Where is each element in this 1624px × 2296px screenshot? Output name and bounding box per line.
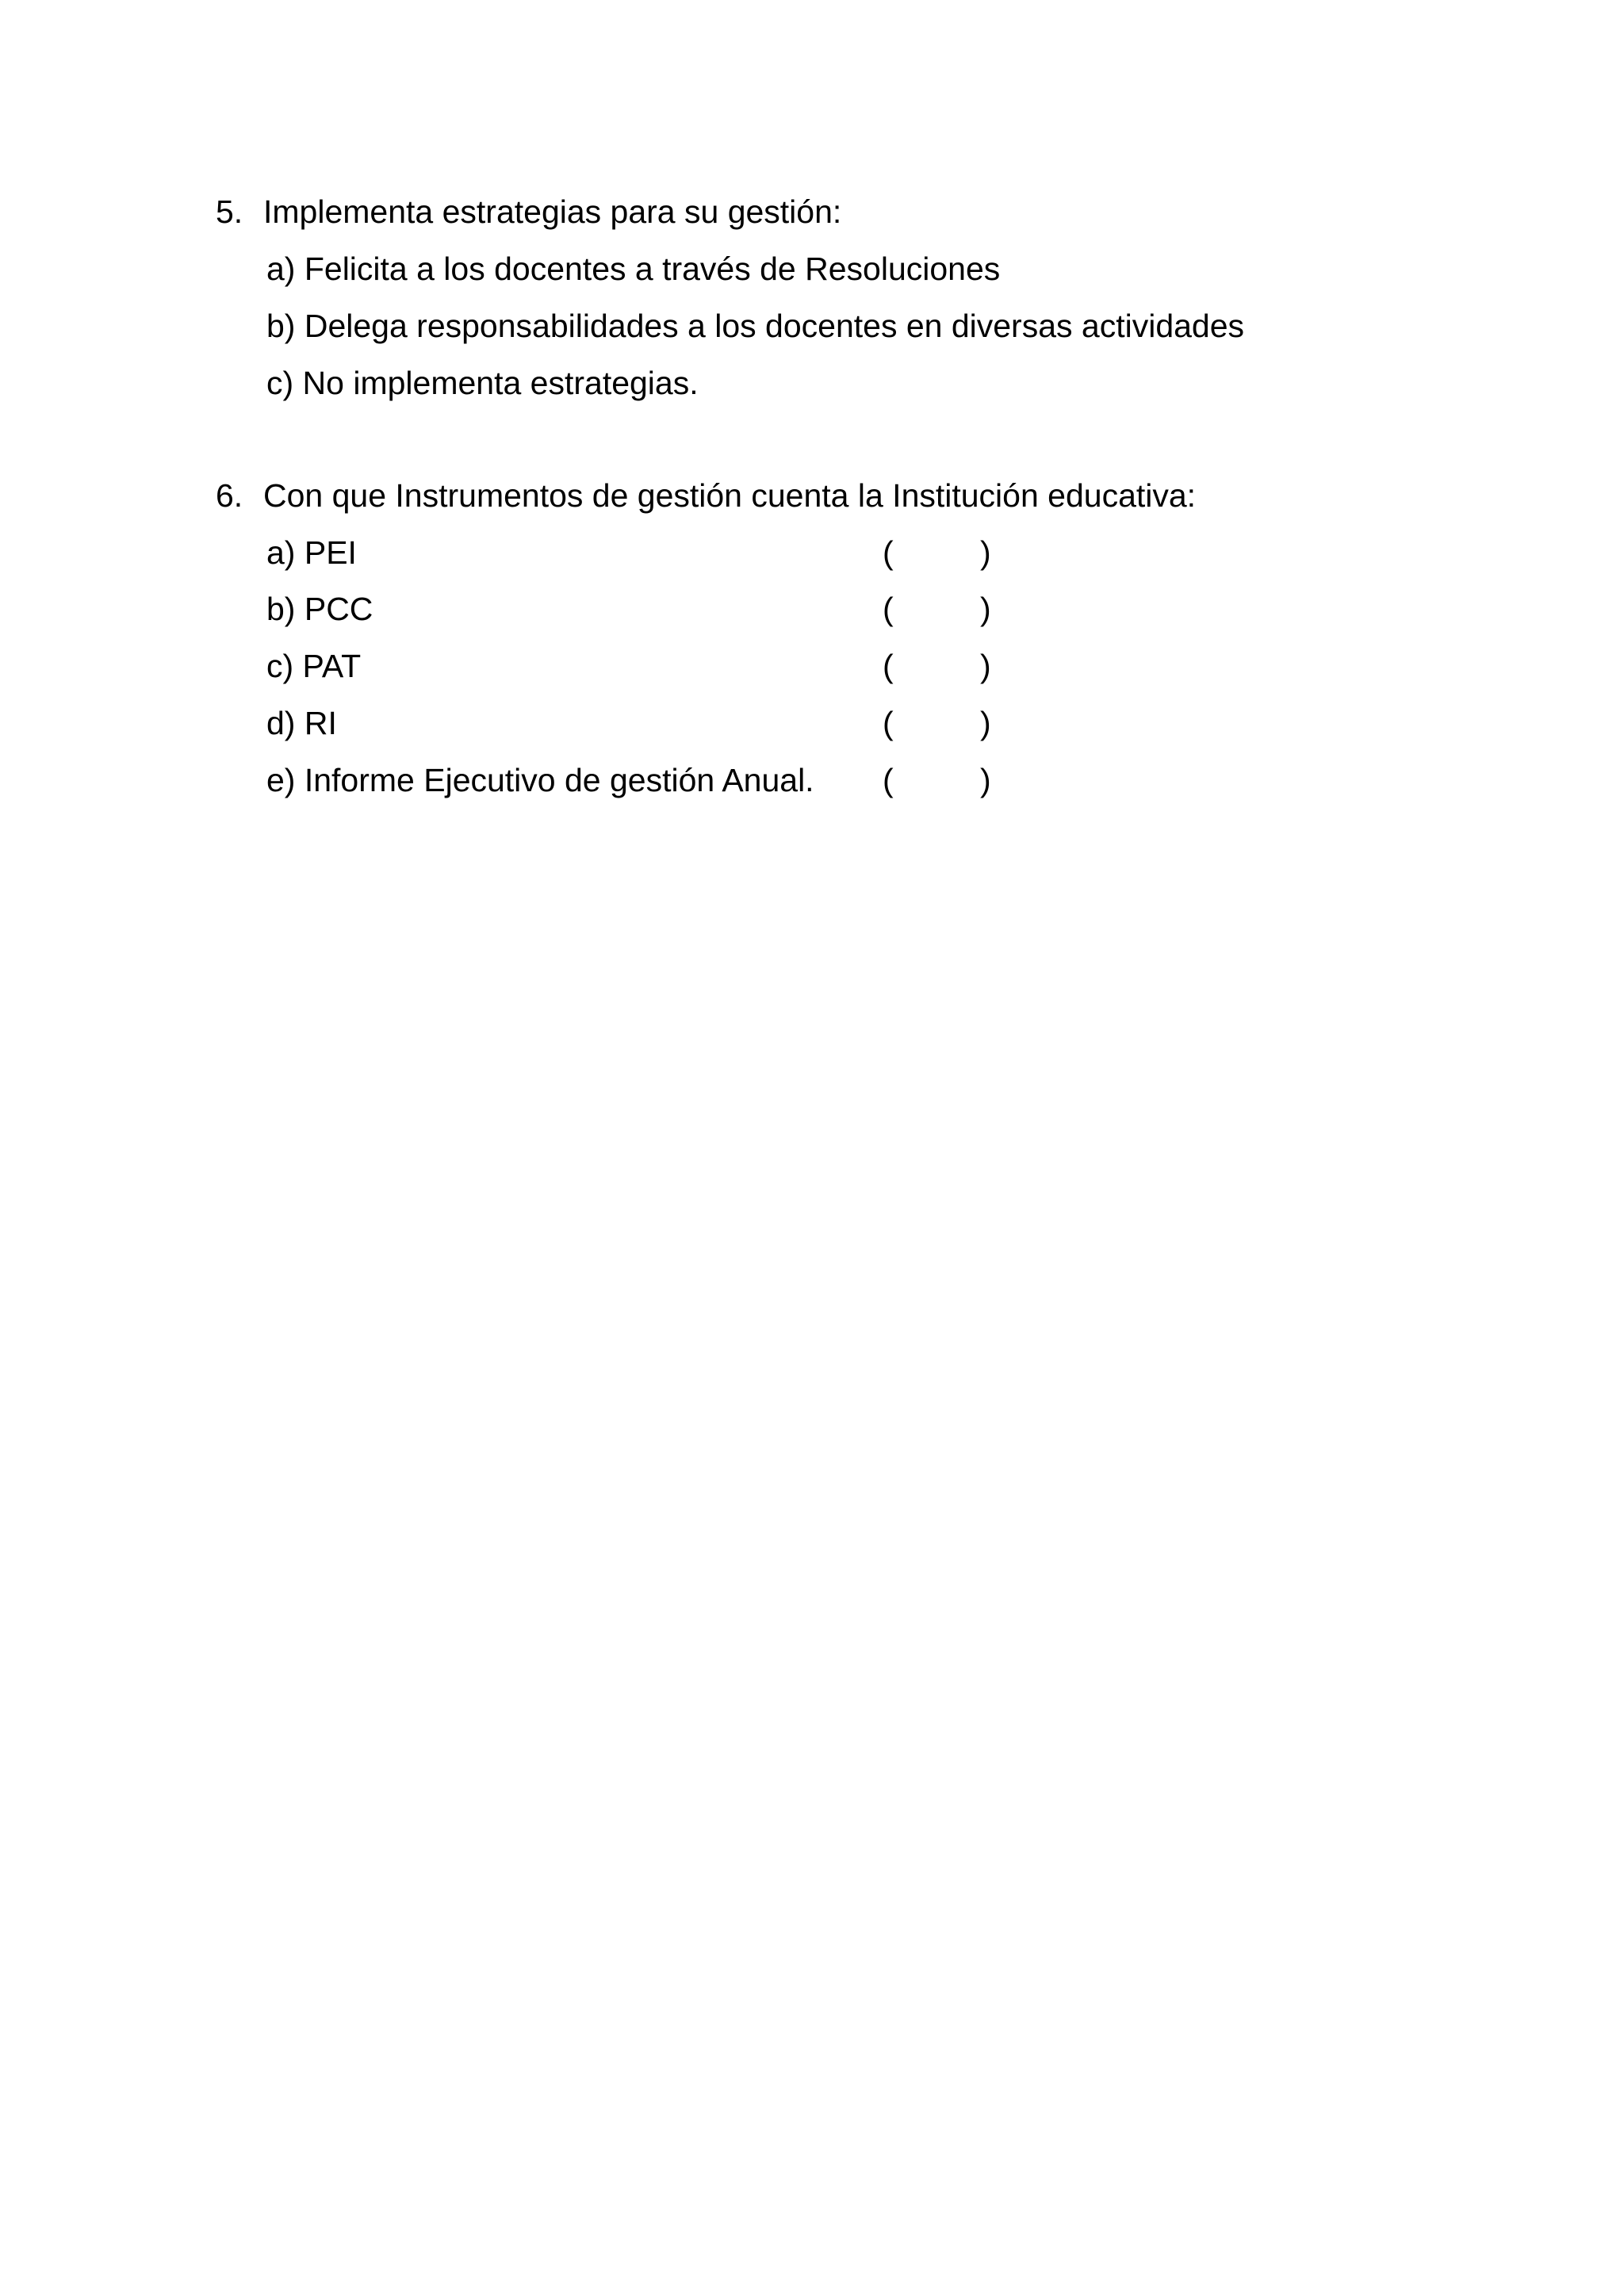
answer-blank-close: ) [980,534,991,571]
option-text: e) Informe Ejecutivo de gestión Anual. [266,762,814,798]
answer-blank-open: ( [883,534,894,571]
option-text: a) Felicita a los docentes a través de Resoluciones [266,251,1001,287]
answer-blank-open: ( [883,705,894,741]
question-number: 5. [216,193,243,230]
option-text: b) Delega responsabilidades a los docentes en diversas actividades [266,308,1245,344]
question-text: Implementa estrategias para su gestión: [263,193,842,230]
answer-blank-open: ( [883,648,894,684]
answer-blank-close: ) [980,705,991,741]
answer-blank-open: ( [883,591,894,627]
option-text: b) PCC [266,591,373,627]
option-text: a) PEI [266,534,357,571]
answer-blank-close: ) [980,591,991,627]
question-number: 6. [216,477,243,514]
answer-blank-close: ) [980,648,991,684]
option-text: c) No implementa estrategias. [266,365,699,401]
option-text: c) PAT [266,648,362,684]
option-text: d) RI [266,705,337,741]
answer-blank-close: ) [980,762,991,798]
question-text: Con que Instrumentos de gestión cuenta la Institución educativa: [263,477,1197,514]
answer-blank-open: ( [883,762,894,798]
